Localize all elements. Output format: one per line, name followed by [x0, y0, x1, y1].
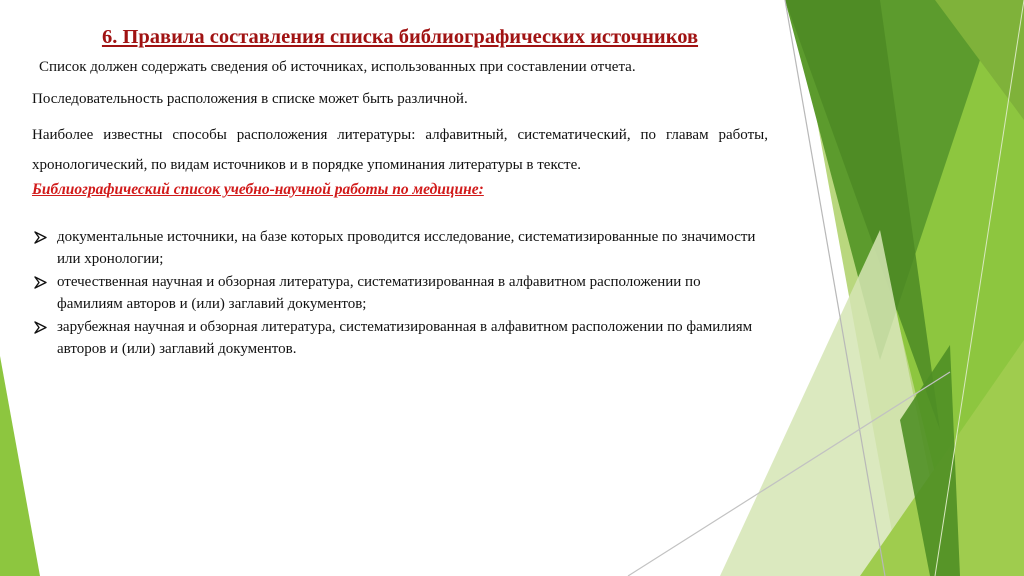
bibliography-order-list [32, 226, 768, 360]
list-item-text: отечественная научная и обзорная литература, систематизированная в алфавитном расположении по фамилиям авторов и (или) заглавий документов; [57, 274, 701, 312]
list-subheading: Библиографический список учебно-научной работы по медицине: [32, 181, 484, 198]
list-item [32, 271, 768, 315]
arrowhead-bullet-icon [34, 316, 48, 338]
paragraph-list-content: Список должен содержать сведения об источниках, использованных при составлении отчета. [39, 59, 636, 75]
left-green-triangle [0, 356, 40, 576]
list-item [32, 316, 768, 360]
list-item-text: документальные источники, на базе которых проводится исследование, систематизированные по значимости или хронологии; [57, 229, 756, 267]
arrowhead-bullet-icon [34, 271, 48, 293]
arrowhead-bullet-icon [34, 226, 48, 248]
list-item-text: зарубежная научная и обзорная литература, систематизированная в алфавитном расположении по фамилиям авторов и (или) заглавий документов. [57, 319, 753, 357]
paragraph-order: Последовательность расположения в списке может быть различной. [32, 91, 468, 107]
list-item [32, 226, 768, 270]
paragraph-methods: Наиболее известны способы расположения литературы: алфавитный, систематический, по главам работы, хронологический, по видам источников и в порядке упоминания литературы в тексте. [32, 127, 768, 173]
slide-content [32, 22, 768, 361]
slide-title: 6. Правила составления списка библиографических источников [101, 26, 699, 48]
